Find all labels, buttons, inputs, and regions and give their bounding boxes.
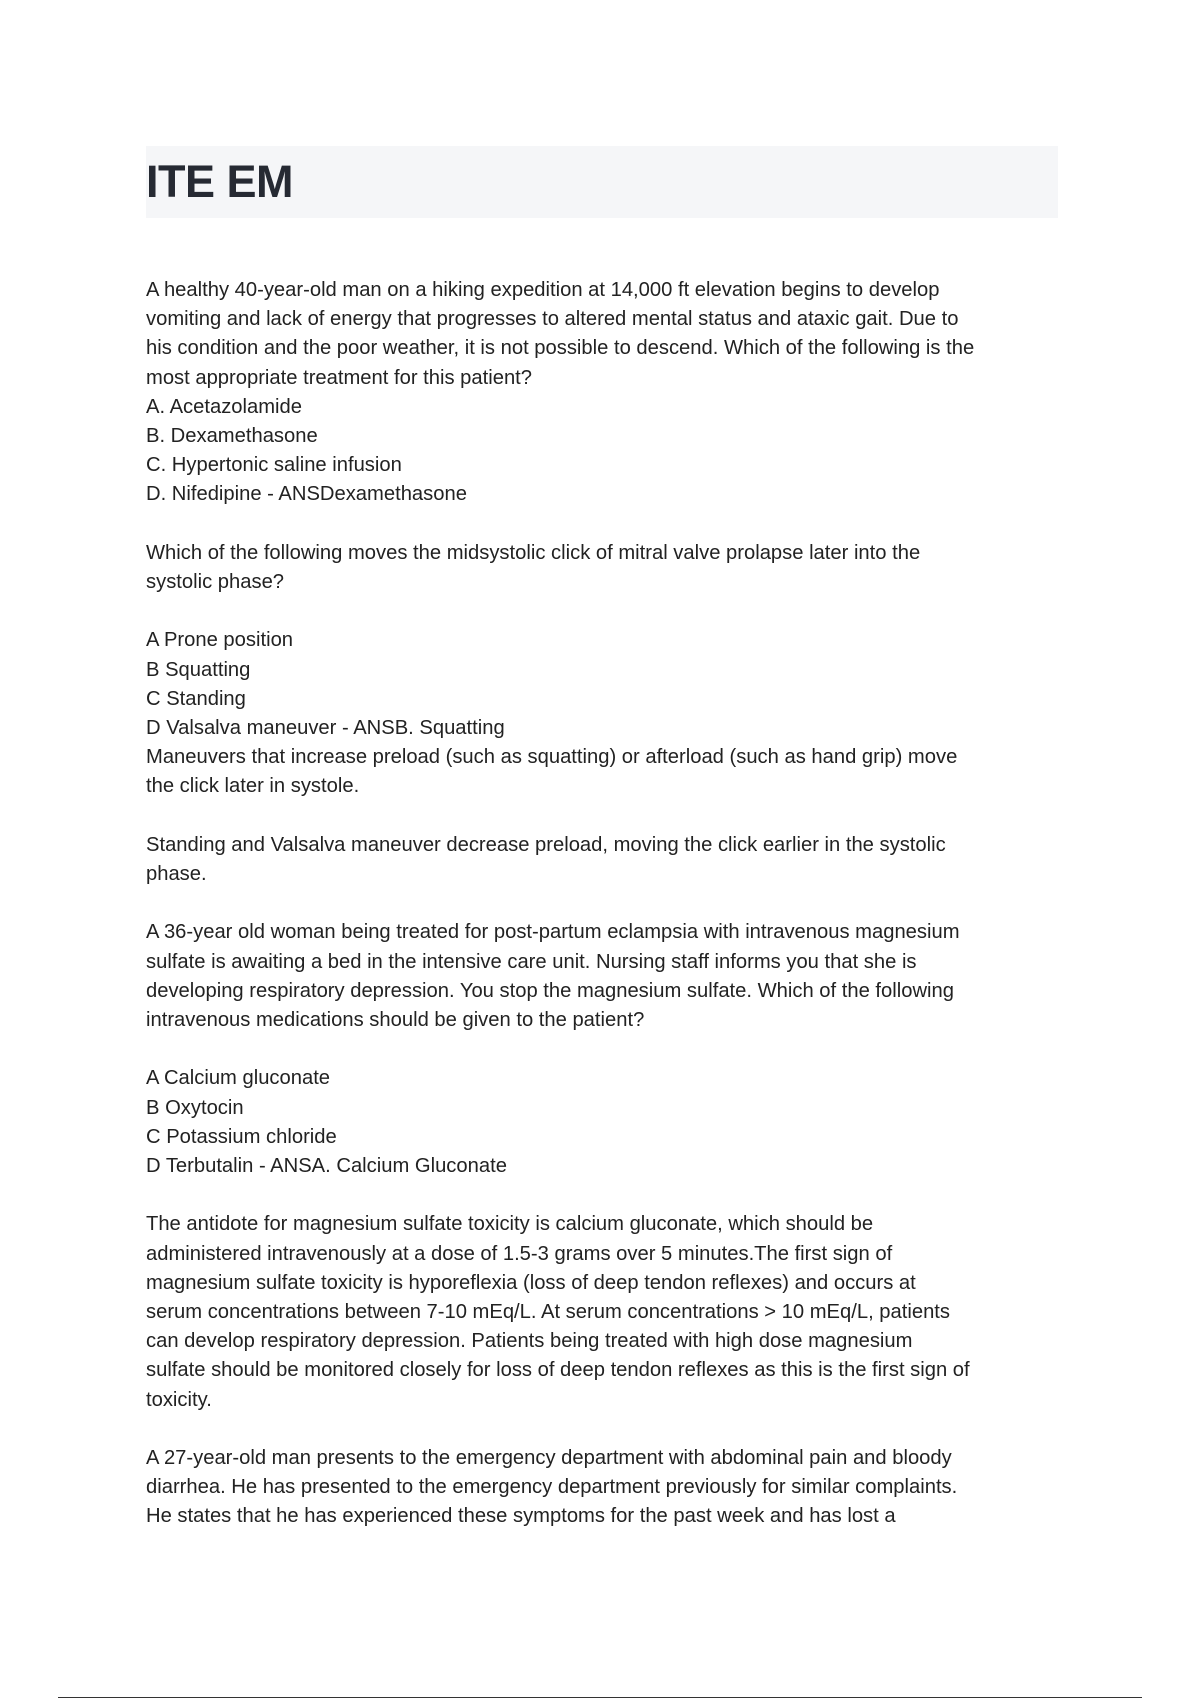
text-line: can develop respiratory depression. Patients being treated with high dose magnesium: [146, 1330, 913, 1353]
text-line: serum concentrations between 7-10 mEq/L. At serum concentrations > 10 mEq/L, patients: [146, 1301, 951, 1324]
text-line: sulfate should be monitored closely for loss of deep tendon reflexes as this is the first sign of: [146, 1359, 970, 1382]
text-line: Maneuvers that increase preload (such as squatting) or afterload (such as hand grip) move: [146, 746, 958, 769]
text-line: A. Acetazolamide: [146, 395, 302, 418]
text-line: D Terbutalin - ANSA. Calcium Gluconate: [146, 1155, 507, 1178]
text-line: C Potassium chloride: [146, 1125, 337, 1148]
document-page: [146, 146, 1058, 1532]
text-line: A 27-year-old man presents to the emergency department with abdominal pain and bloody: [146, 1447, 952, 1470]
text-line: B. Dexamethasone: [146, 425, 318, 448]
text-line: administered intravenously at a dose of 1.5-3 grams over 5 minutes.The first sign of: [146, 1242, 893, 1265]
paragraph-spacer: [146, 1035, 1058, 1064]
text-line: the click later in systole.: [146, 775, 360, 798]
paragraph-spacer: [146, 889, 1058, 918]
text-line: A 36-year old woman being treated for post-partum eclampsia with intravenous magnesium: [146, 921, 960, 944]
document-body: [146, 276, 1058, 1532]
paragraph-spacer: [146, 510, 1058, 539]
paragraph-spacer: [146, 802, 1058, 831]
page-title: ITE EM: [146, 156, 294, 207]
paragraph-spacer: [146, 1181, 1058, 1210]
title-banner: [146, 146, 1058, 218]
text-line: diarrhea. He has presented to the emergency department previously for similar complaints.: [146, 1476, 958, 1499]
footer-divider: [58, 1697, 1142, 1698]
text-line: his condition and the poor weather, it is not possible to descend. Which of the following is the: [146, 337, 975, 360]
text-line: developing respiratory depression. You stop the magnesium sulfate. Which of the following: [146, 979, 954, 1002]
text-line: sulfate is awaiting a bed in the intensive care unit. Nursing staff informs you that she is: [146, 950, 917, 973]
paragraph-spacer: [146, 1415, 1058, 1444]
text-line: systolic phase?: [146, 571, 285, 594]
text-line: intravenous medications should be given to the patient?: [146, 1009, 645, 1032]
paragraph-spacer: [146, 597, 1058, 626]
text-line: magnesium sulfate toxicity is hyporeflexia (loss of deep tendon reflexes) and occurs at: [146, 1271, 916, 1294]
text-line: A healthy 40-year-old man on a hiking expedition at 14,000 ft elevation begins to develop: [146, 279, 940, 301]
text-line: The antidote for magnesium sulfate toxicity is calcium gluconate, which should be: [146, 1213, 874, 1236]
text-line: D. Nifedipine - ANSDexamethasone: [146, 483, 467, 506]
text-line: Which of the following moves the midsystolic click of mitral valve prolapse later into the: [146, 541, 921, 564]
text-line: D Valsalva maneuver - ANSB. Squatting: [146, 717, 505, 740]
text-line: phase.: [146, 863, 207, 886]
text-line: A Calcium gluconate: [146, 1067, 331, 1090]
text-line: Standing and Valsalva maneuver decrease preload, moving the click earlier in the systolic: [146, 833, 946, 856]
text-line: A Prone position: [146, 629, 294, 652]
text-line: B Squatting: [146, 658, 251, 681]
text-line: toxicity.: [146, 1388, 212, 1411]
text-line: C Standing: [146, 687, 246, 710]
text-line: B Oxytocin: [146, 1096, 244, 1119]
text-line: He states that he has experienced these symptoms for the past week and has lost a: [146, 1505, 896, 1528]
text-line: most appropriate treatment for this patient?: [146, 366, 533, 389]
text-line: C. Hypertonic saline infusion: [146, 454, 402, 477]
text-line: vomiting and lack of energy that progresses to altered mental status and ataxic gait. Due to: [146, 308, 959, 331]
